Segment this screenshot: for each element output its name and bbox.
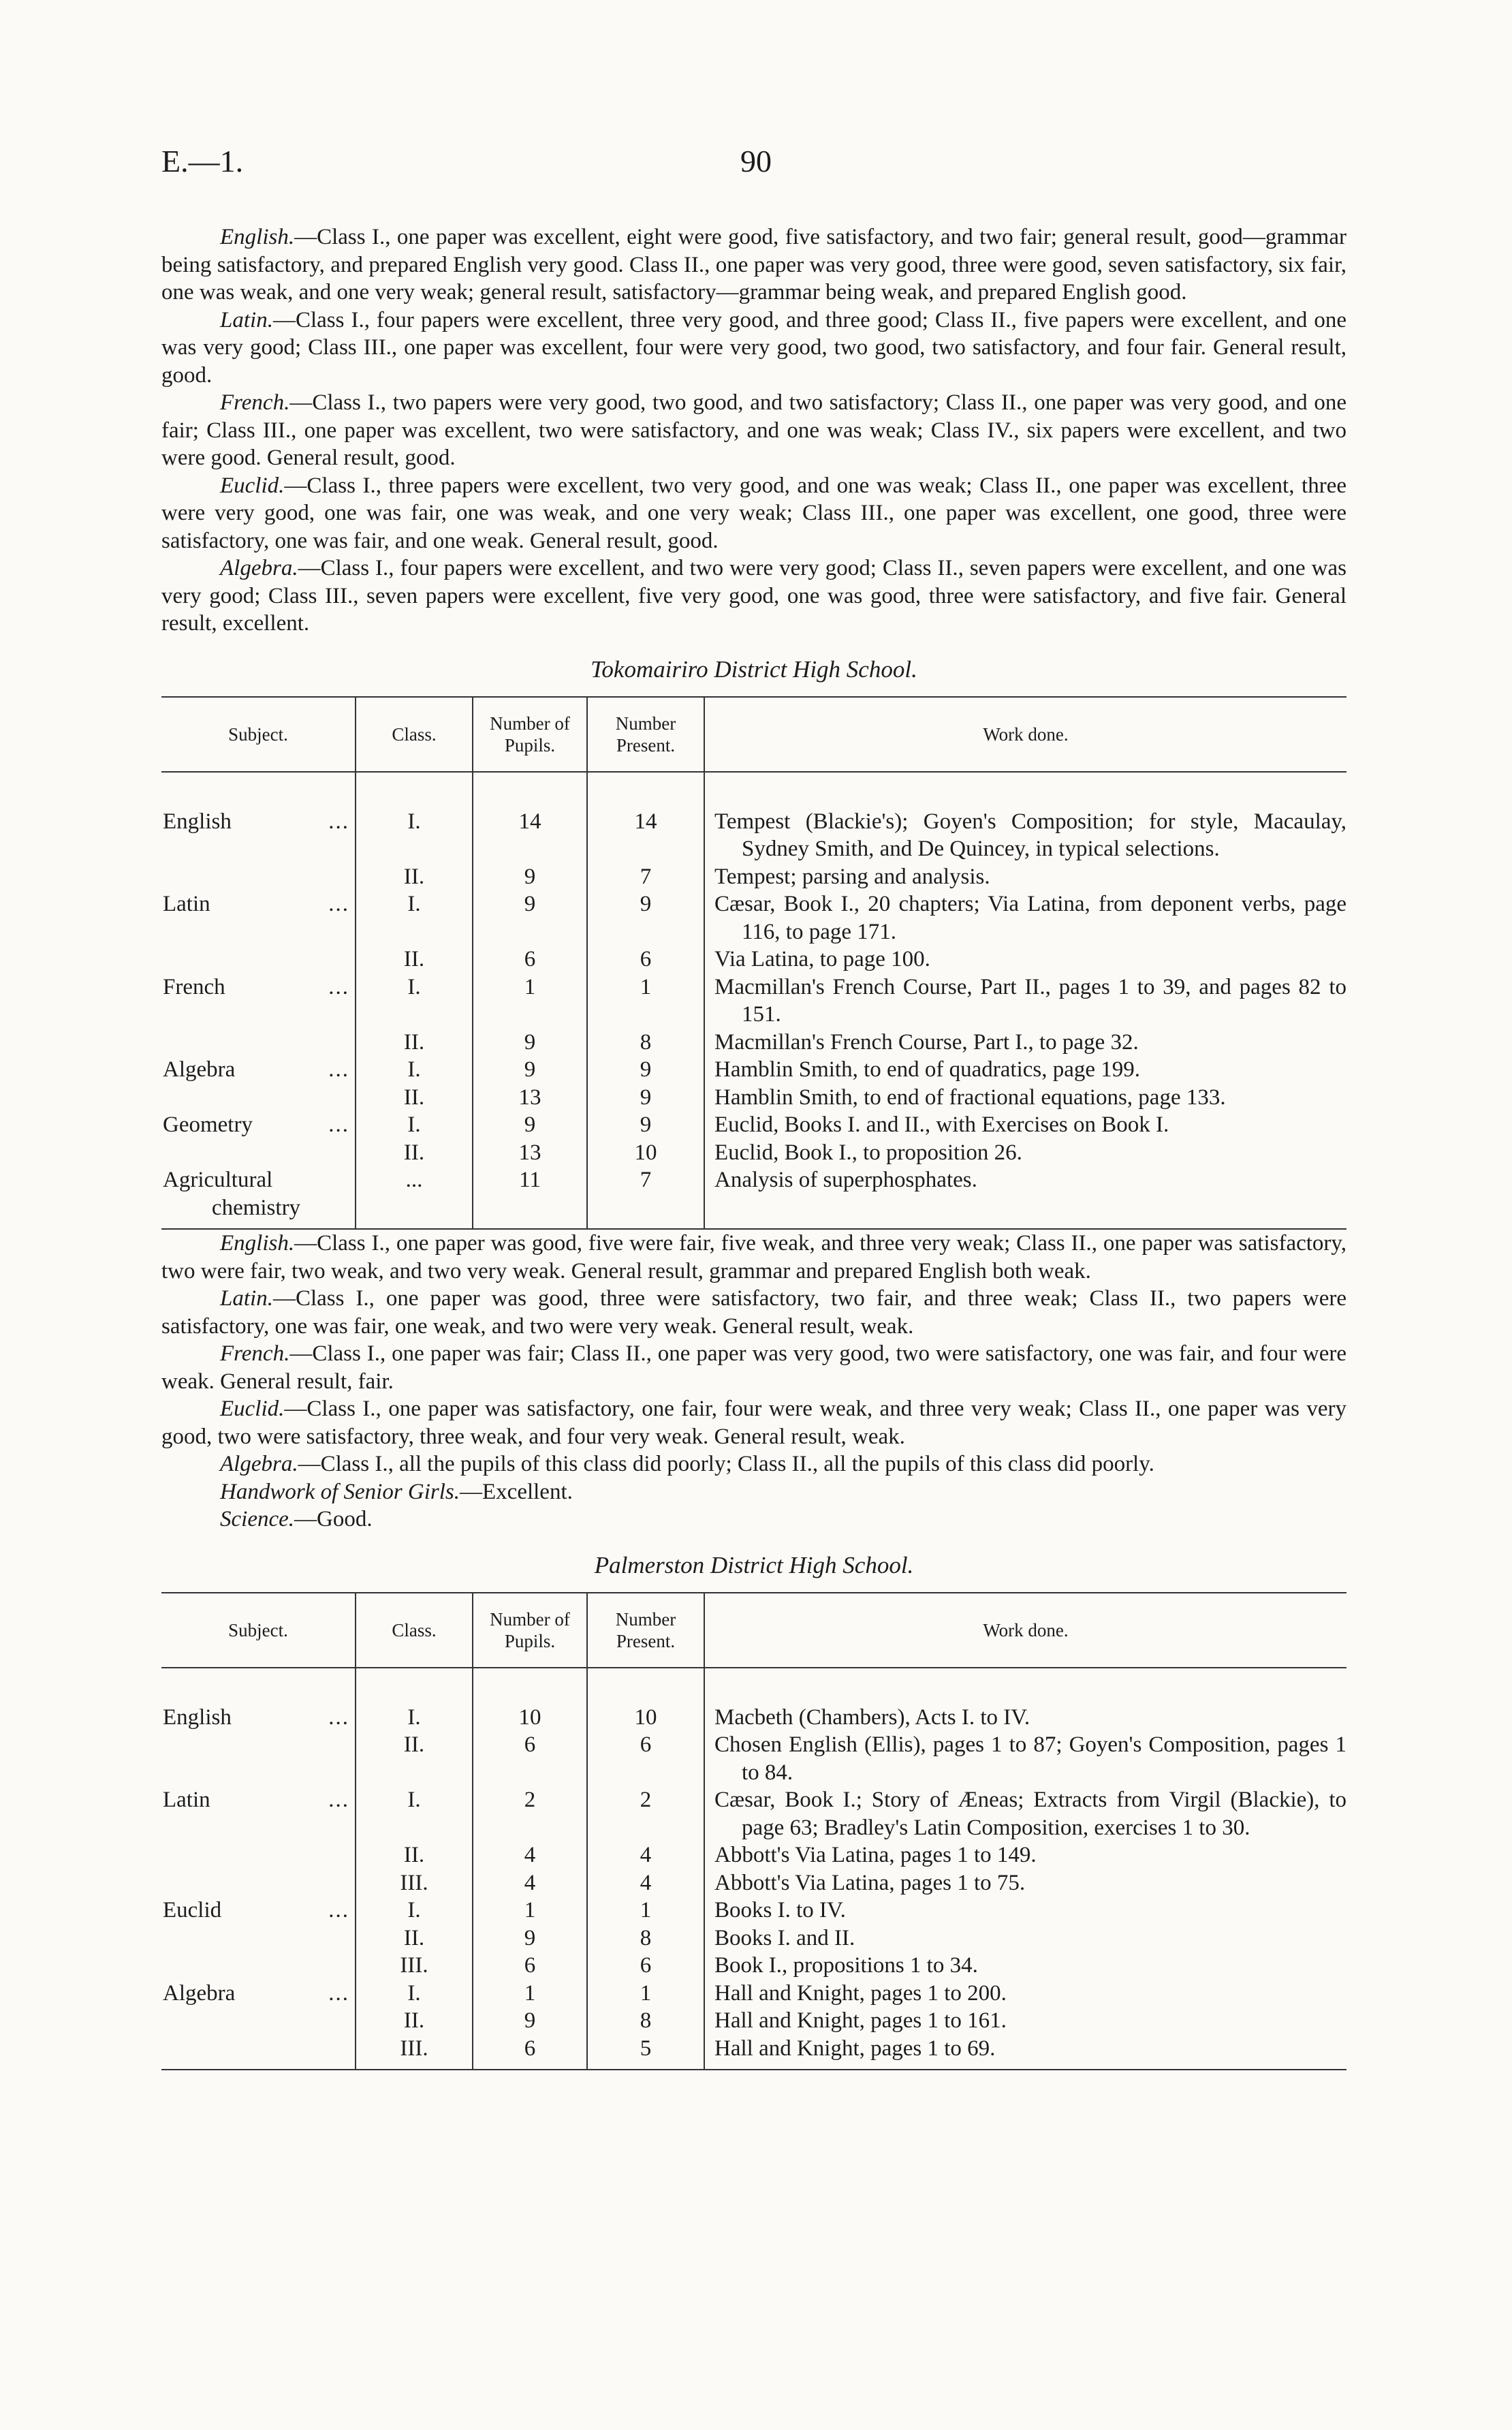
class-cell: II. — [356, 1084, 473, 1112]
class-cell: I. — [356, 1897, 473, 1925]
class-cell: II. — [356, 946, 473, 973]
work-done-cell — [704, 1980, 1346, 2008]
number-present-cell: 8 — [587, 1029, 704, 1057]
leader-dots: ... — [328, 1788, 349, 1812]
subject-name: French — [163, 974, 225, 999]
report-paragraph — [161, 1450, 1346, 1478]
subject-name: Geometry — [163, 1112, 253, 1137]
work-done-cell — [704, 1952, 1346, 1980]
work-done-text: Hamblin Smith, to end of fractional equations, page 133. — [714, 1085, 1226, 1110]
table-caption: Tokomairiro District High School. — [590, 655, 917, 683]
header-number-of-pupils: Number of Pupils. — [473, 1593, 587, 1668]
subject-cell — [161, 946, 356, 973]
report-reference: E.—1. — [161, 144, 244, 178]
class-cell: I. — [356, 1786, 473, 1841]
work-done-cell — [704, 1056, 1346, 1084]
table-row — [161, 1029, 1346, 1057]
class-cell: I. — [356, 1111, 473, 1139]
report-paragraph — [161, 1285, 1346, 1340]
paragraph-text: —Class I., one paper was good, five were fair, five weak, and three very weak; Class II., one paper was satisfactory, two were fair, two weak, and two very weak. General result, grammar and prepared English both weak. — [161, 1231, 1346, 1283]
number-of-pupils-cell: 10 — [473, 1668, 587, 1732]
page-header — [161, 143, 1346, 191]
table-row — [161, 2035, 1346, 2070]
table-row — [161, 772, 1346, 863]
number-present-cell: 1 — [587, 1897, 704, 1925]
work-done-cell — [704, 2035, 1346, 2070]
number-of-pupils-cell: 6 — [473, 946, 587, 973]
subject-cell — [161, 1786, 356, 1841]
paragraph-subject-lead: Algebra. — [220, 1452, 298, 1476]
work-done-text: Books I. and II. — [714, 1925, 855, 1950]
class-cell: II. — [356, 863, 473, 891]
leader-dots: ... — [328, 1112, 349, 1137]
class-cell: III. — [356, 2035, 473, 2070]
work-done-text: Macbeth (Chambers), Acts I. to IV. — [714, 1704, 1030, 1730]
paragraph-subject-lead: Latin. — [220, 1286, 273, 1311]
header-work-done: Work done. — [704, 1593, 1346, 1668]
work-table — [161, 696, 1346, 1230]
paragraph-text: —Class I., one paper was satisfactory, one fair, four were weak, and three very weak; Class II., one paper was very good, two were satisfactory, three weak, and four very weak. General result, weak. — [161, 1397, 1346, 1449]
table-caption: Palmerston District High School. — [594, 1551, 914, 1578]
page-number: 90 — [740, 144, 772, 178]
document-page — [161, 143, 1346, 2070]
table-row — [161, 1668, 1346, 1732]
number-of-pupils-cell: 1 — [473, 973, 587, 1029]
class-cell: II. — [356, 1029, 473, 1057]
paragraph-text: —Class I., one paper was good, three were satisfactory, two fair, and three weak; Class II., two papers were satisfactory, one was fair, one weak, and two were very weak. General result, weak. — [161, 1286, 1346, 1339]
table-row — [161, 863, 1346, 891]
table-row — [161, 1980, 1346, 2008]
table-row — [161, 1084, 1346, 1112]
header-number-present: Number Present. — [587, 697, 704, 772]
work-done-text: Abbott's Via Latina, pages 1 to 149. — [714, 1843, 1037, 1867]
header-number-of-pupils: Number of Pupils. — [473, 697, 587, 772]
paragraph-text: —Class I., two papers were very good, two good, and two satisfactory; Class II., one paper was very good, and one fair; Class III., one paper was excellent, two were satisfactory, and one was weak; Class IV., six papers were excellent, and two were good. General result, good. — [161, 390, 1346, 470]
work-done-cell — [704, 1897, 1346, 1925]
number-present-cell: 1 — [587, 973, 704, 1029]
paragraph-text: —Class I., one paper was excellent, eight were good, five satisfactory, and two fair; general result, good—grammar being satisfactory, and prepared English very good. Class II., one paper was very good, three were good, seven satisfactory, six fair, one was weak, and one very weak; general result, satisfactory—grammar being weak, and prepared English good. — [161, 225, 1346, 305]
work-done-cell — [704, 946, 1346, 973]
subject-cell — [161, 1980, 356, 2008]
number-present-cell: 6 — [587, 1952, 704, 1980]
work-done-text: Hall and Knight, pages 1 to 161. — [714, 2008, 1007, 2033]
work-done-text: Abbott's Via Latina, pages 1 to 75. — [714, 1870, 1026, 1895]
header-class: Class. — [356, 697, 473, 772]
leader-dots: ... — [328, 1898, 349, 1922]
subject-name: Latin — [163, 892, 210, 916]
work-done-cell — [704, 1166, 1346, 1229]
leader-dots: ... — [328, 809, 349, 834]
work-done-text: Macmillan's French Course, Part II., pages 1 to 39, and pages 82 to 151. — [714, 974, 1346, 1027]
work-done-text: Euclid, Book I., to proposition 26. — [714, 1140, 1022, 1165]
number-present-cell: 9 — [587, 890, 704, 946]
number-present-cell: 14 — [587, 772, 704, 863]
subject-name: Algebra — [163, 1980, 236, 2006]
number-present-cell: 9 — [587, 1056, 704, 1084]
paragraph-subject-lead: Algebra. — [220, 556, 298, 580]
number-of-pupils-cell: 2 — [473, 1786, 587, 1841]
number-present-cell: 10 — [587, 1139, 704, 1167]
class-cell: I. — [356, 1056, 473, 1084]
subject-cell — [161, 2007, 356, 2035]
work-done-cell — [704, 1786, 1346, 1841]
subject-cell — [161, 1952, 356, 1980]
work-done-text: Hall and Knight, pages 1 to 200. — [714, 1980, 1007, 2006]
report-paragraph — [161, 1340, 1346, 1395]
table-row — [161, 2007, 1346, 2035]
class-cell: I. — [356, 1668, 473, 1732]
paragraph-subject-lead: English. — [220, 1231, 295, 1256]
number-of-pupils-cell: 9 — [473, 1056, 587, 1084]
table-row — [161, 1166, 1346, 1229]
number-of-pupils-cell: 14 — [473, 772, 587, 863]
number-present-cell: 8 — [587, 2007, 704, 2035]
subject-cell — [161, 1139, 356, 1167]
work-done-cell — [704, 1668, 1346, 1732]
number-of-pupils-cell: 9 — [473, 1111, 587, 1139]
number-present-cell: 4 — [587, 1841, 704, 1869]
work-done-cell — [704, 1925, 1346, 1952]
class-cell: II. — [356, 1139, 473, 1167]
report-paragraph — [161, 1395, 1346, 1450]
subject-name: English — [163, 809, 232, 834]
paragraph-text: —Good. — [294, 1507, 373, 1531]
number-of-pupils-cell: 13 — [473, 1084, 587, 1112]
number-of-pupils-cell: 4 — [473, 1869, 587, 1897]
number-of-pupils-cell: 9 — [473, 1925, 587, 1952]
table-row — [161, 1056, 1346, 1084]
header-subject: Subject. — [161, 697, 356, 772]
subject-cell — [161, 772, 356, 863]
leader-dots: ... — [328, 1704, 349, 1730]
work-done-cell — [704, 1139, 1346, 1167]
subject-cell — [161, 1056, 356, 1084]
work-done-text: Cæsar, Book I., 20 chapters; Via Latina, from deponent verbs, page 116, to page 171. — [714, 892, 1346, 944]
table-row — [161, 1111, 1346, 1139]
subject-cell — [161, 1841, 356, 1869]
number-of-pupils-cell: 11 — [473, 1166, 587, 1229]
subject-name-continued: chemistry — [211, 1195, 301, 1220]
table-row — [161, 1952, 1346, 1980]
paragraph-subject-lead: Science. — [220, 1507, 295, 1531]
subject-cell — [161, 2035, 356, 2070]
work-done-cell — [704, 1029, 1346, 1057]
number-of-pupils-cell: 9 — [473, 863, 587, 891]
paragraph-subject-lead: French. — [220, 1341, 290, 1366]
work-done-cell — [704, 2007, 1346, 2035]
number-of-pupils-cell: 9 — [473, 890, 587, 946]
table-row — [161, 890, 1346, 946]
class-cell: I. — [356, 890, 473, 946]
number-present-cell: 7 — [587, 1166, 704, 1229]
paragraph-text: —Class I., three papers were excellent, two very good, and one was weak; Class II., one paper was excellent, three were very good, one was fair, one was weak, and one very weak; Class III., one paper was excellent, one good, three were satisfactory, one was fair, and one weak. General result, good. — [161, 473, 1346, 553]
subject-name: Euclid — [163, 1898, 222, 1922]
header-number-present: Number Present. — [587, 1593, 704, 1668]
table-row — [161, 1925, 1346, 1952]
work-done-text: Analysis of superphosphates. — [714, 1168, 977, 1192]
paragraph-subject-lead: Latin. — [220, 307, 273, 332]
leader-dots: ... — [328, 974, 349, 999]
document-body — [161, 223, 1346, 2070]
class-cell: II. — [356, 2007, 473, 2035]
number-present-cell: 10 — [587, 1668, 704, 1732]
subject-name: English — [163, 1704, 232, 1730]
class-cell: III. — [356, 1952, 473, 1980]
leader-dots: ... — [328, 1057, 349, 1082]
work-done-text: Macmillan's French Course, Part I., to page 32. — [714, 1029, 1139, 1055]
class-cell: II. — [356, 1841, 473, 1869]
subject-cell — [161, 1897, 356, 1925]
paragraph-text: —Class I., one paper was fair; Class II., one paper was very good, two were satisfactory, one was fair, and four were weak. General result, fair. — [161, 1341, 1346, 1394]
table-row — [161, 1786, 1346, 1841]
report-paragraph — [161, 555, 1346, 638]
paragraph-text: —Class I., four papers were excellent, and two were very good; Class II., seven papers were excellent, and one was very good; Class III., seven papers were excellent, five very good, one was good, three were satisfactory, and five fair. General result, excellent. — [161, 556, 1346, 636]
number-present-cell: 2 — [587, 1786, 704, 1841]
work-done-cell — [704, 1869, 1346, 1897]
number-present-cell: 7 — [587, 863, 704, 891]
subject-cell — [161, 1111, 356, 1139]
subject-cell — [161, 1084, 356, 1112]
table-row — [161, 1139, 1346, 1167]
subject-name: Algebra — [163, 1057, 236, 1082]
header-subject: Subject. — [161, 1593, 356, 1668]
number-present-cell: 1 — [587, 1980, 704, 2008]
table-row — [161, 1841, 1346, 1869]
table-row — [161, 973, 1346, 1029]
paragraph-text: —Excellent. — [460, 1479, 573, 1504]
work-done-text: Via Latina, to page 100. — [714, 947, 930, 971]
paragraph-subject-lead: English. — [220, 225, 295, 249]
work-done-text: Book I., propositions 1 to 34. — [714, 1953, 978, 1978]
number-of-pupils-cell: 9 — [473, 2007, 587, 2035]
report-paragraph — [161, 307, 1346, 390]
number-present-cell: 9 — [587, 1111, 704, 1139]
work-done-cell — [704, 772, 1346, 863]
table-row — [161, 1731, 1346, 1786]
number-of-pupils-cell: 9 — [473, 1029, 587, 1057]
number-of-pupils-cell: 1 — [473, 1980, 587, 2008]
paragraph-text: —Class I., four papers were excellent, three very good, and three good; Class II., five papers were excellent, and one was very good; Class III., one paper was excellent, four were very good, two good, two satisfactory, and four fair. General result, good. — [161, 307, 1346, 388]
class-cell: I. — [356, 772, 473, 863]
subject-cell — [161, 1166, 356, 1229]
work-done-cell — [704, 1111, 1346, 1139]
class-cell: II. — [356, 1925, 473, 1952]
class-cell: I. — [356, 973, 473, 1029]
work-done-cell — [704, 890, 1346, 946]
report-paragraph — [161, 1506, 1346, 1533]
work-done-text: Chosen English (Ellis), pages 1 to 87; Goyen's Composition, pages 1 to 84. — [714, 1732, 1346, 1785]
leader-dots: ... — [328, 892, 349, 916]
paragraph-subject-lead: Euclid. — [220, 473, 285, 498]
report-paragraph — [161, 223, 1346, 307]
report-paragraph — [161, 389, 1346, 472]
paragraph-subject-lead: Euclid. — [220, 1397, 285, 1421]
subject-cell — [161, 1869, 356, 1897]
work-done-text: Tempest; parsing and analysis. — [714, 864, 990, 889]
work-done-cell — [704, 863, 1346, 891]
subject-cell — [161, 1925, 356, 1952]
table-row — [161, 946, 1346, 973]
work-done-cell — [704, 1084, 1346, 1112]
paragraph-subject-lead: Handwork of Senior Girls. — [220, 1479, 460, 1504]
work-table — [161, 1592, 1346, 2071]
class-cell: III. — [356, 1869, 473, 1897]
leader-dots: ... — [328, 1980, 349, 2006]
work-done-text: Cæsar, Book I.; Story of Æneas; Extracts from Virgil (Blackie), to page 63; Bradley's Latin Composition, exercises 1 to 30. — [714, 1788, 1346, 1840]
subject-cell — [161, 1668, 356, 1732]
subject-cell — [161, 973, 356, 1029]
header-class: Class. — [356, 1593, 473, 1668]
class-cell: I. — [356, 1980, 473, 2008]
subject-cell — [161, 863, 356, 891]
work-done-text: Hamblin Smith, to end of quadratics, page 199. — [714, 1057, 1141, 1082]
class-cell: II. — [356, 1731, 473, 1786]
subject-cell — [161, 1029, 356, 1057]
work-done-text: Tempest (Blackie's); Goyen's Composition; for style, Macaulay, Sydney Smith, and De Quincey, in typical selections. — [714, 809, 1346, 861]
work-done-cell — [704, 973, 1346, 1029]
report-paragraph — [161, 1230, 1346, 1285]
number-present-cell: 5 — [587, 2035, 704, 2070]
report-paragraph — [161, 472, 1346, 555]
work-done-text: Books I. to IV. — [714, 1898, 846, 1922]
report-paragraph — [161, 1478, 1346, 1506]
subject-name: Agricultural — [163, 1168, 273, 1192]
number-of-pupils-cell: 6 — [473, 1731, 587, 1786]
number-present-cell: 8 — [587, 1925, 704, 1952]
subject-name: Latin — [163, 1788, 210, 1812]
paragraph-subject-lead: French. — [220, 390, 290, 415]
number-present-cell: 9 — [587, 1084, 704, 1112]
header-work-done: Work done. — [704, 697, 1346, 772]
subject-cell — [161, 1731, 356, 1786]
work-done-text: Euclid, Books I. and II., with Exercises on Book I. — [714, 1112, 1169, 1137]
paragraph-text: —Class I., all the pupils of this class did poorly; Class II., all the pupils of this class did poorly. — [298, 1452, 1154, 1476]
work-done-text: Hall and Knight, pages 1 to 69. — [714, 2036, 996, 2061]
work-done-cell — [704, 1731, 1346, 1786]
number-present-cell: 6 — [587, 1731, 704, 1786]
subject-cell — [161, 890, 356, 946]
number-of-pupils-cell: 1 — [473, 1897, 587, 1925]
number-of-pupils-cell: 6 — [473, 1952, 587, 1980]
number-of-pupils-cell: 4 — [473, 1841, 587, 1869]
number-of-pupils-cell: 6 — [473, 2035, 587, 2070]
class-cell: ... — [356, 1166, 473, 1229]
work-done-cell — [704, 1841, 1346, 1869]
number-present-cell: 4 — [587, 1869, 704, 1897]
number-present-cell: 6 — [587, 946, 704, 973]
number-of-pupils-cell: 13 — [473, 1139, 587, 1167]
table-row — [161, 1897, 1346, 1925]
table-row — [161, 1869, 1346, 1897]
